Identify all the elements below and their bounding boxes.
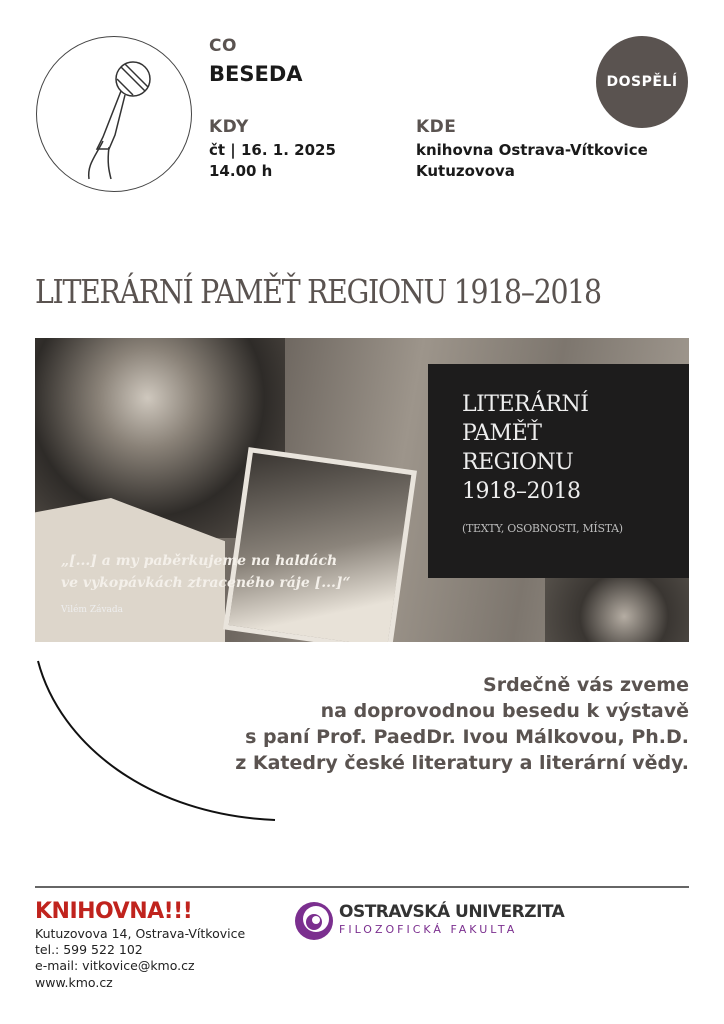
library-website[interactable]: www.kmo.cz bbox=[35, 975, 113, 990]
audience-badge: DOSPĚLÍ bbox=[596, 36, 688, 128]
university-name: OSTRAVSKÁ UNIVERZITA bbox=[339, 902, 565, 922]
banner-line: 1918–2018 bbox=[462, 479, 581, 504]
event-street: Kutuzovova bbox=[416, 162, 515, 180]
banner-title-box bbox=[428, 364, 689, 578]
man-portrait-photo bbox=[545, 578, 689, 642]
banner-subtitle: (TEXTY, OSOBNOSTI, MÍSTA) bbox=[462, 522, 623, 535]
footer-divider bbox=[35, 886, 689, 888]
faculty-name: FILOZOFICKÁ FAKULTA bbox=[339, 923, 518, 936]
what-label: CO bbox=[209, 36, 237, 56]
event-date: čt | 16. 1. 2025 bbox=[209, 141, 336, 159]
quote-line: „[...] a my paběrkujeme na haldách bbox=[61, 553, 338, 569]
page-title: LITERÁRNÍ PAMĚŤ REGIONU 1918–2018 bbox=[35, 272, 601, 311]
quote-line: ve vykopávkách ztraceného ráje [...]“ bbox=[61, 575, 351, 591]
banner-photo-collage bbox=[35, 338, 689, 642]
library-address: Kutuzovova 14, Ostrava-Vítkovice bbox=[35, 926, 246, 941]
banner-line: REGIONU bbox=[462, 450, 574, 475]
family-photo bbox=[223, 447, 417, 642]
invitation-line: z Katedry české literatury a literární vědy. bbox=[235, 752, 689, 774]
banner-quote bbox=[61, 550, 351, 594]
university-logo-icon bbox=[293, 900, 335, 942]
event-place: knihovna Ostrava-Vítkovice bbox=[416, 141, 648, 159]
invitation-text bbox=[235, 672, 689, 776]
microphone-circle bbox=[36, 36, 192, 192]
invitation-line: Srdečně vás zveme bbox=[483, 674, 689, 696]
invitation-line: na doprovodnou besedu k výstavě bbox=[320, 700, 689, 722]
library-logo: KNIHOVNA!!! bbox=[35, 899, 193, 924]
library-phone: tel.: 599 522 102 bbox=[35, 942, 143, 957]
library-email[interactable]: e-mail: vitkovice@kmo.cz bbox=[35, 958, 195, 973]
invitation-line: s paní Prof. PaedDr. Ivou Málkovou, Ph.D. bbox=[245, 726, 689, 748]
event-type: BESEDA bbox=[209, 62, 303, 86]
banner-line: PAMĚŤ bbox=[462, 421, 542, 446]
microphone-icon bbox=[37, 37, 193, 193]
banner-line: LITERÁRNÍ bbox=[462, 392, 589, 417]
event-time: 14.00 h bbox=[209, 162, 273, 180]
quote-author: Vilém Závada bbox=[61, 605, 124, 615]
when-label: KDY bbox=[209, 117, 249, 137]
where-label: KDE bbox=[416, 117, 457, 137]
